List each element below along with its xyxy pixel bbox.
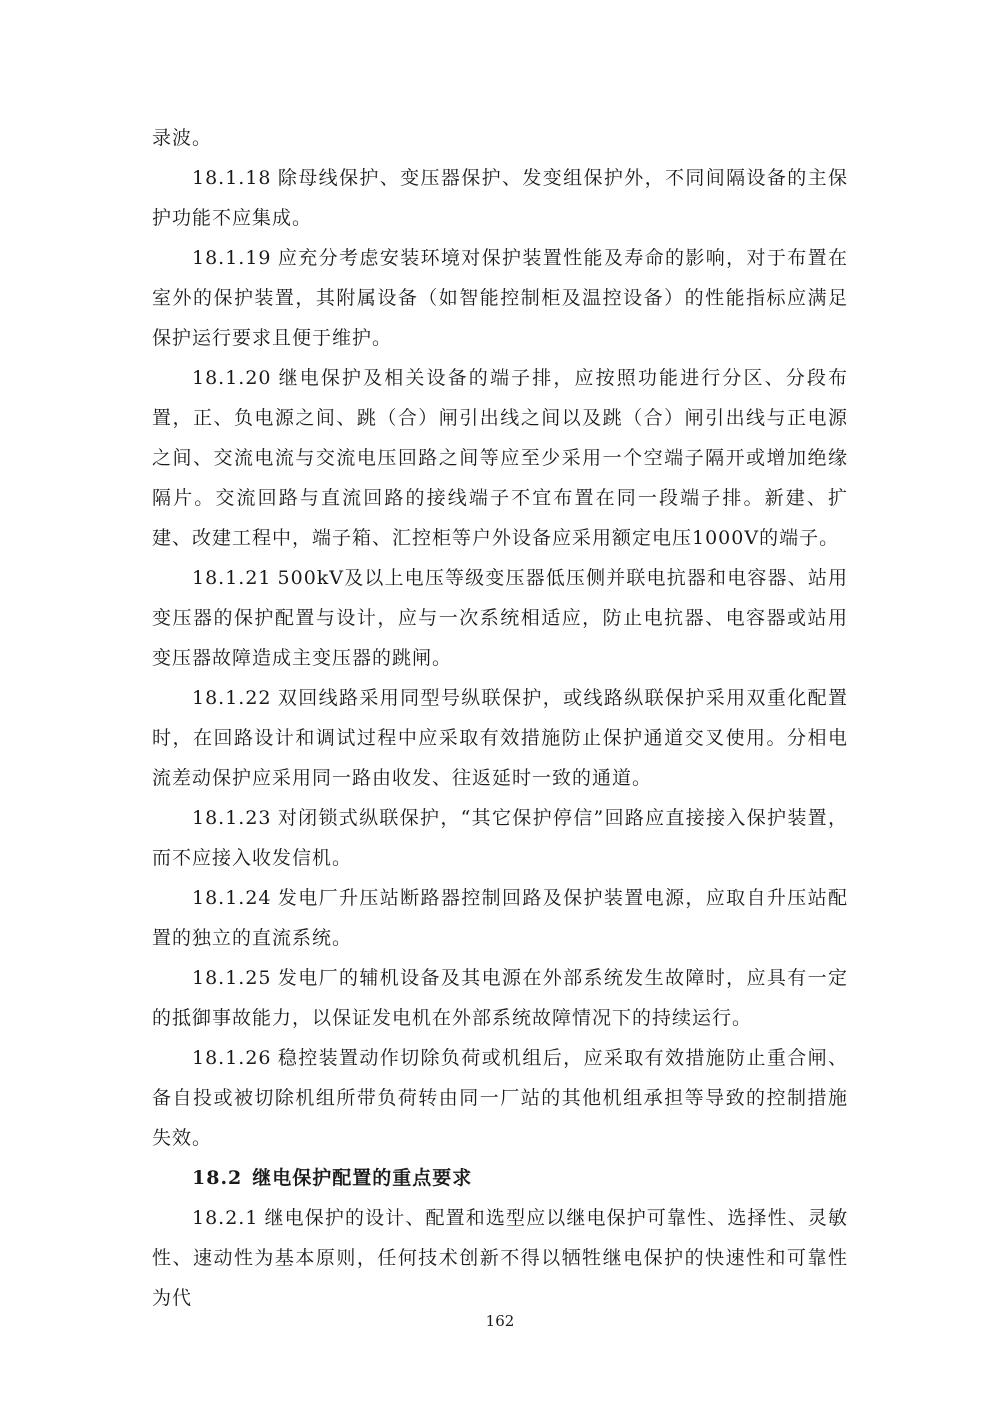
- clause-number: 18.1.18: [192, 167, 272, 189]
- paragraph-18-1-23: [152, 798, 848, 878]
- section-number: 18.2: [192, 1167, 243, 1189]
- clause-text: 500kV及以上电压等级变压器低压侧并联电抗器和电容器、站用变压器的保护配置与设计，应与一次系统相适应，防止电抗器、电容器或站用变压器故障造成主变压器的跳闸。: [152, 567, 848, 669]
- section-title: 继电保护配置的重点要求: [252, 1167, 473, 1189]
- page-body: [152, 118, 848, 1318]
- clause-text: 除母线保护、变压器保护、发变组保护外，不同间隔设备的主保护功能不应集成。: [152, 167, 848, 229]
- clause-text: 应充分考虑安装环境对保护装置性能及寿命的影响，对于布置在室外的保护装置，其附属设备（如智能控制柜及温控设备）的性能指标应满足保护运行要求且便于维护。: [152, 247, 848, 349]
- clause-text: 继电保护的设计、配置和选型应以继电保护可靠性、选择性、灵敏性、速动性为基本原则，任何技术创新不得以牺牲继电保护的快速性和可靠性为代: [152, 1207, 848, 1309]
- paragraph-18-1-22: [152, 678, 848, 798]
- clause-text: 双回线路采用同型号纵联保护，或线路纵联保护采用双重化配置时，在回路设计和调试过程中应采取有效措施防止保护通道交叉使用。分相电流差动保护应采用同一路由收发、往返延时一致的通道。: [152, 687, 848, 789]
- clause-text: 继电保护及相关设备的端子排，应按照功能进行分区、分段布置，正、负电源之间、跳（合）闸引出线之间以及跳（合）闸引出线与正电源之间、交流电流与交流电压回路之间等应至少采用一个空端子隔开或增加绝缘隔片。交流回路与直流回路的接线端子不宜布置在同一段端子排。新建、扩建、改建工程中，端子箱、汇控柜等户外设备应采用额定电压1000V的端子。: [152, 367, 848, 549]
- clause-number: 18.1.22: [192, 687, 272, 709]
- clause-number: 18.1.24: [192, 887, 272, 909]
- paragraph-18-1-21: [152, 558, 848, 678]
- paragraph-18-2-1: [152, 1198, 848, 1318]
- paragraph-18-1-18: [152, 158, 848, 238]
- clause-number: 18.1.25: [192, 967, 272, 989]
- clause-text: 对闭锁式纵联保护，“其它保护停信”回路应直接接入保护装置，而不应接入收发信机。: [152, 807, 848, 869]
- paragraph-0: 录波。: [152, 127, 213, 149]
- paragraph-18-1-26: [152, 1038, 848, 1158]
- clause-text: 稳控装置动作切除负荷或机组后，应采取有效措施防止重合闸、备自投或被切除机组所带负荷转由同一厂站的其他机组承担等导致的控制措施失效。: [152, 1047, 848, 1149]
- page-number: 162: [485, 1312, 515, 1330]
- clause-text: 发电厂升压站断路器控制回路及保护装置电源，应取自升压站配置的独立的直流系统。: [152, 887, 848, 949]
- clause-number: 18.1.21: [192, 567, 272, 589]
- paragraph-18-1-20: [152, 358, 848, 558]
- paragraph-18-1-19: [152, 238, 848, 358]
- section-heading: [152, 1158, 848, 1198]
- clause-number: 18.1.23: [192, 807, 272, 829]
- clause-number: 18.1.20: [192, 367, 272, 389]
- clause-text: 发电厂的辅机设备及其电源在外部系统发生故障时，应具有一定的抵御事故能力，以保证发电机在外部系统故障情况下的持续运行。: [152, 967, 848, 1029]
- paragraph-18-1-25: [152, 958, 848, 1038]
- clause-number: 18.1.19: [192, 247, 272, 269]
- clause-number: 18.2.1: [192, 1207, 259, 1229]
- paragraph-18-1-24: [152, 878, 848, 958]
- clause-number: 18.1.26: [192, 1047, 272, 1069]
